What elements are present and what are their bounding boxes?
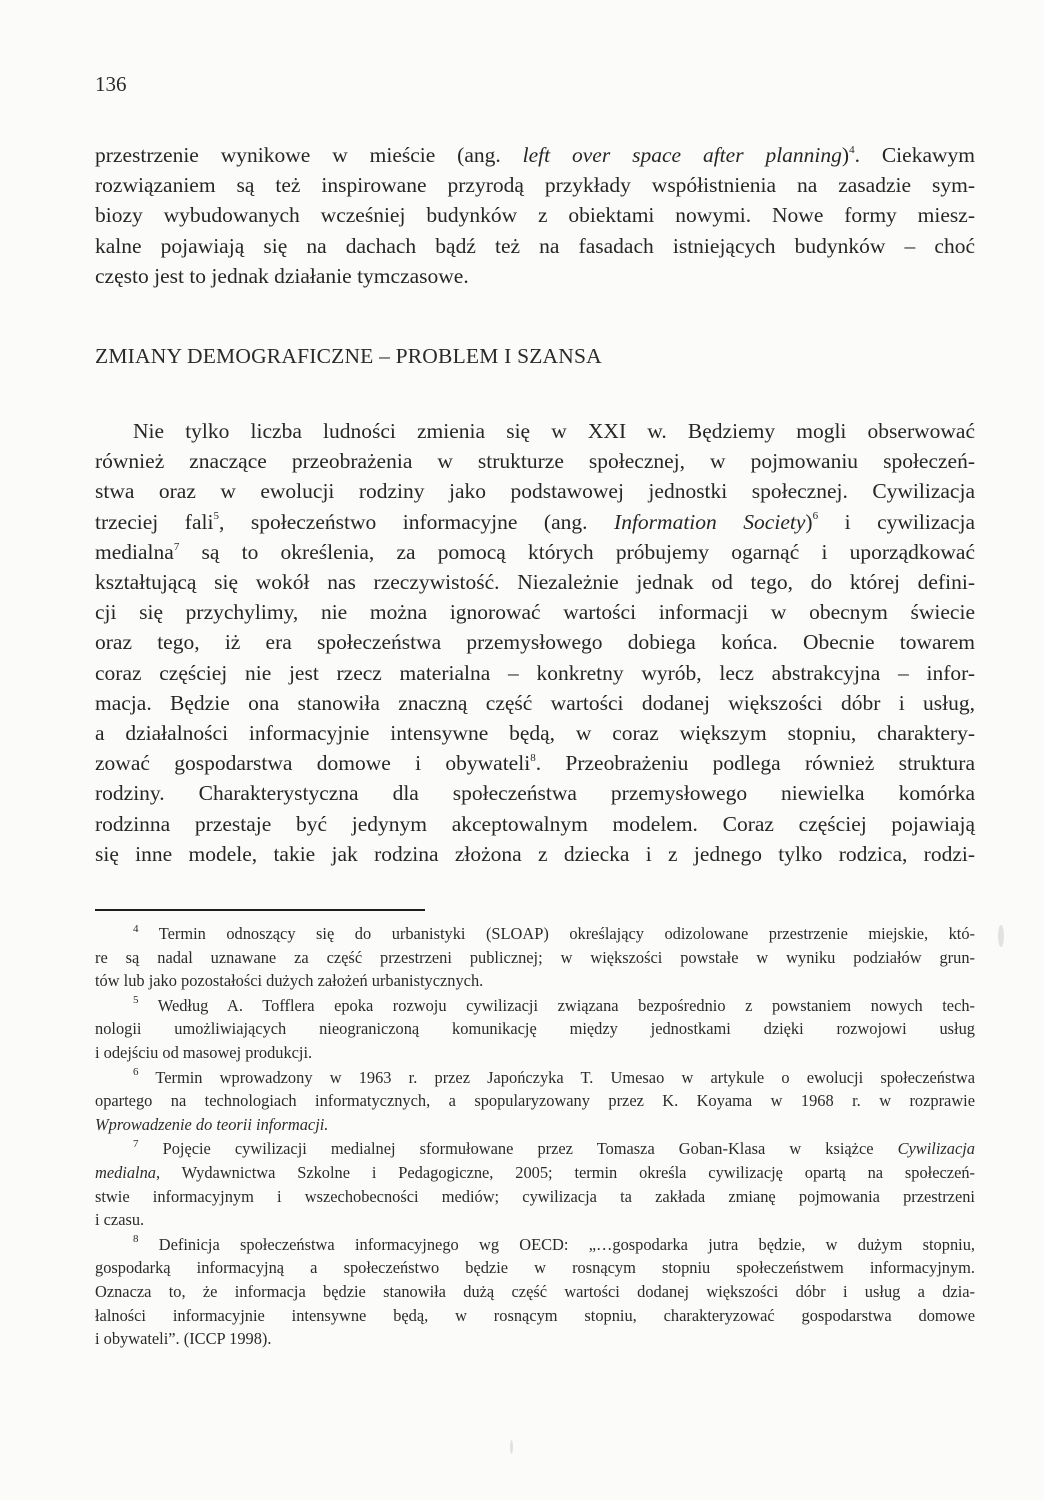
text-fragment: Pojęcie cywilizacji medialnej sformułowane przez Tomasza Goban-Klasa w książce bbox=[138, 1139, 898, 1159]
text-fragment: trzeciej fali bbox=[95, 509, 214, 534]
text-fragment: , Wydawnictwa Szkolne i Pedagogiczne, 2005; termin określa cywilizację opartą na społeczeń- bbox=[156, 1162, 975, 1182]
text-line: biozy wybudowanych wcześniej budynków z obiektami nowymi. Nowe formy miesz- bbox=[95, 203, 975, 228]
footnote-number: 6 bbox=[133, 1066, 139, 1079]
text-line: i czasu. bbox=[95, 1210, 145, 1230]
text-fragment: są to określenia, za pomocą których próbujemy ogarnąć i uporządkować bbox=[179, 539, 975, 564]
text-line: re są nadal uznawane za część przestrzeni publicznej; w większości powstałe w wyniku podziałów grun- bbox=[95, 947, 975, 967]
footnote-number: 8 bbox=[133, 1233, 139, 1246]
text-fragment: Według A. Tofflera epoka rozwoju cywilizacji związana bezpośrednio z powstaniem nowych tech- bbox=[138, 995, 975, 1015]
text-fragment: Definicja społeczeństwa informacyjnego wg OECD: „…gospodarka jutra będzie, w dużym stopniu, bbox=[138, 1234, 975, 1254]
text-line bbox=[95, 1137, 975, 1161]
text-line: i obywateli”. (ICCP 1998). bbox=[95, 1329, 272, 1349]
text-line bbox=[95, 994, 975, 1018]
italic-term: Cywilizacja bbox=[897, 1139, 975, 1159]
text-fragment: ) bbox=[805, 509, 813, 534]
text-line: tów lub jako pozostałości dużych założeń urbanistycznych. bbox=[95, 971, 484, 991]
text-line bbox=[95, 1066, 975, 1090]
scan-smudge bbox=[510, 1440, 513, 1454]
text-line: rodziny. Charakterystyczna dla społeczeństwa przemysłowego niewielka komórka bbox=[95, 781, 975, 806]
text-line: rodzinna przestaje być jedynym akceptowalnym modelem. Coraz częściej pojawiają bbox=[95, 811, 975, 836]
page-number: 136 bbox=[95, 72, 127, 96]
text-line bbox=[95, 748, 975, 778]
italic-term: Information Society bbox=[614, 509, 806, 534]
text-line: nologii umożliwiających nieograniczoną komunikację między jednostkami dzięki rozwojowi usług bbox=[95, 1019, 975, 1039]
text-fragment: zować gospodarstwa domowe i obywateli bbox=[95, 751, 531, 776]
text-line: coraz częściej nie jest rzecz materialna – konkretny wyrób, lecz abstrakcyjna – infor- bbox=[95, 660, 975, 685]
text-line: często jest to jednak działanie tymczasowe. bbox=[95, 263, 469, 288]
footnote-5 bbox=[95, 994, 975, 1065]
text-line bbox=[95, 922, 975, 946]
footnote-7 bbox=[95, 1137, 975, 1231]
text-fragment: . Przeobrażeniu podlega również struktura bbox=[535, 751, 975, 776]
italic-term: medialna bbox=[95, 1162, 157, 1182]
text-line: oraz tego, iż era społeczeństwa przemysłowego dobiega końca. Obecnie towarem bbox=[95, 630, 975, 655]
text-line: a działalności informacyjnie intensywne będą, w coraz większym stopniu, charaktery- bbox=[95, 721, 975, 746]
footnote-ref[interactable]: 6 bbox=[812, 510, 819, 523]
text-line: łalności informacyjnie intensywne będą, w rosnącym stopniu, charakteryzować gospodarstwa domowe bbox=[95, 1305, 975, 1325]
paragraph-intro bbox=[95, 140, 975, 291]
text-line: Oznacza to, że informacja będzie stanowiła dużą część wartości dodanej większości dóbr i usług a dzia- bbox=[95, 1281, 975, 1301]
text-fragment: , społeczeństwo informacyjne (ang. bbox=[218, 509, 615, 534]
section-heading: ZMIANY DEMOGRAFICZNE – PROBLEM I SZANSA bbox=[95, 344, 602, 368]
footnote-number: 7 bbox=[133, 1137, 139, 1150]
footnote-separator bbox=[95, 909, 425, 911]
text-line: opartego na technologiach informatycznych, a spopularyzowany przez K. Koyama w 1968 r. w rozprawie bbox=[95, 1091, 975, 1111]
italic-term: left over space after planning bbox=[522, 143, 842, 167]
footnote-number: 4 bbox=[133, 922, 139, 935]
footnote-number: 5 bbox=[133, 994, 139, 1007]
text-fragment: . Ciekawym bbox=[854, 143, 975, 167]
text-line: stwa oraz w ewolucji rodziny jako podstawowej jednostki społecznej. Cywilizacja bbox=[95, 479, 975, 504]
text-line bbox=[95, 1233, 975, 1257]
footnote-8 bbox=[95, 1233, 975, 1351]
text-fragment: Termin wprowadzony w 1963 r. przez Japończyka T. Umesao w artykule o ewolucji społeczeństwa bbox=[138, 1067, 975, 1087]
footnote-ref[interactable]: 5 bbox=[213, 510, 219, 523]
text-line bbox=[95, 507, 975, 537]
paragraph-demographics bbox=[95, 416, 975, 869]
text-line: się inne modele, takie jak rodzina złożona z dziecka i z jednego tylko rodzica, rodzi- bbox=[95, 841, 975, 866]
text-line: Nie tylko liczba ludności zmienia się w XXI w. Będziemy mogli obserwować bbox=[133, 419, 975, 443]
text-line: Wprowadzenie do teorii informacji. bbox=[95, 1114, 329, 1134]
text-fragment: i cywilizacja bbox=[818, 509, 975, 534]
text-line bbox=[95, 140, 975, 170]
footnote-6 bbox=[95, 1066, 975, 1137]
footnote-4 bbox=[95, 922, 975, 993]
footnote-ref[interactable]: 7 bbox=[173, 540, 180, 553]
text-line: gospodarką informacyjną a społeczeństwo będzie w rosnącym stopniu społeczeństwem informacyjnym. bbox=[95, 1258, 975, 1278]
text-fragment: ) bbox=[841, 143, 850, 167]
text-line bbox=[95, 1161, 975, 1185]
text-line: rozwiązaniem są też inspirowane przyrodą przykłady współistnienia na zasadzie sym- bbox=[95, 173, 975, 198]
text-line: stwie informacyjnym i wszechobecności mediów; cywilizacja ta zakłada zmianę pojmowania przestrzeni bbox=[95, 1186, 975, 1206]
text-line: kształtującą się wokół nas rzeczywistość. Niezależnie jednak od tego, do której defini- bbox=[95, 570, 975, 595]
text-line: kalne pojawiają się na dachach bądź też na fasadach istniejących budynków – choć bbox=[95, 233, 975, 258]
footnote-ref[interactable]: 4 bbox=[849, 143, 855, 156]
text-line bbox=[95, 537, 975, 567]
text-fragment: przestrzenie wynikowe w mieście (ang. bbox=[95, 143, 523, 167]
text-line: i odejściu od masowej produkcji. bbox=[95, 1042, 313, 1062]
footnotes bbox=[95, 922, 975, 1352]
text-line: macja. Będzie ona stanowiła znaczną część wartości dodanej większości dóbr i usług, bbox=[95, 690, 975, 715]
text-fragment: Termin odnoszący się do urbanistyki (SLOAP) określający odizolowane przestrzenie miejskie, któ- bbox=[138, 924, 975, 943]
text-line: również znaczące przeobrażenia w strukturze społecznej, w pojmowaniu społeczeń- bbox=[95, 449, 975, 474]
footnote-ref[interactable]: 8 bbox=[530, 752, 536, 765]
text-fragment: medialna bbox=[95, 539, 174, 564]
text-line: cji się przychylimy, nie można ignorować wartości informacji w obecnym świecie bbox=[95, 600, 975, 625]
scan-smudge bbox=[998, 925, 1004, 947]
